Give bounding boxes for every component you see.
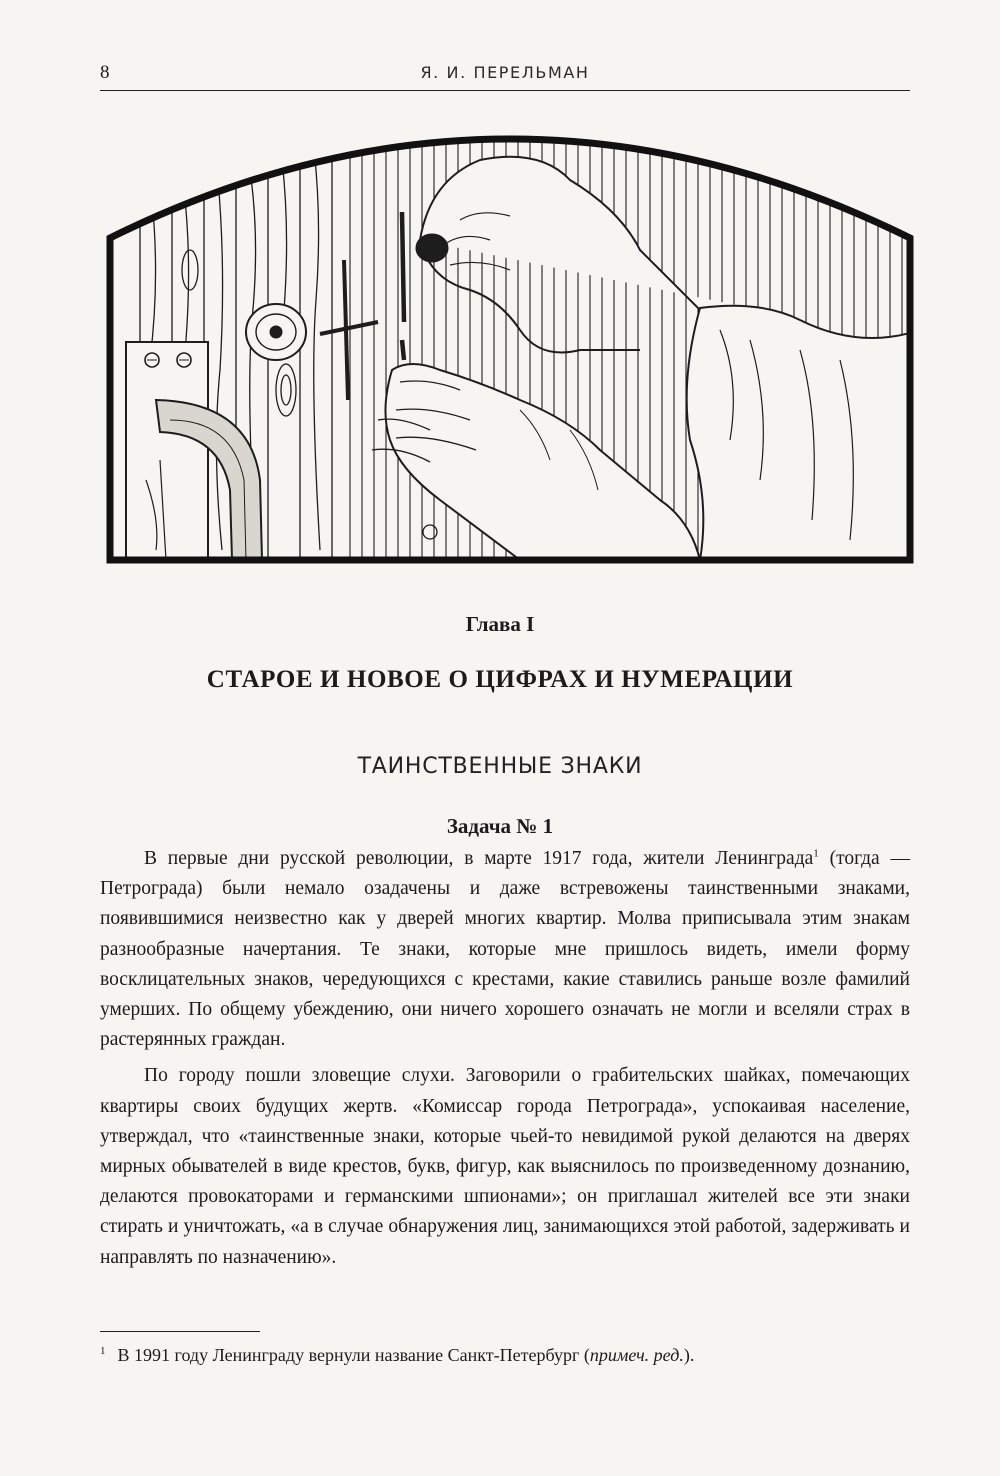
footnote-marker: 1 (100, 1345, 106, 1357)
footnote (100, 1342, 910, 1368)
footnote-reference: 1 (813, 847, 819, 860)
running-title: Я. И. ПЕРЕЛЬМАН (420, 63, 590, 82)
paragraph: По городу пошли зловещие слухи. Заговорили о грабительских шайках, помечающих квартиры своих будущих жертв. «Комиссар города Петрограда», успокаивая население, утверждал, что «таинственные знаки, которые чьей-то невидимой рукой делаются на дверях мирных обывателей в виде крестов, букв, фигур, как выяснилось по произведенному дознанию, делаются провокаторами и германскими шпионами»; он приглашал жителей все эти знаки стирать и уничтожать, «а в случае обнаружения лиц, занимающихся этой работой, задерживать и направлять по назначению». (100, 1065, 910, 1268)
section-title: ТАИНСТВЕННЫЕ ЗНАКИ (357, 754, 643, 779)
chapter-label: Глава I (465, 612, 535, 636)
footnote-close: ). (683, 1345, 695, 1365)
page-number: 8 (100, 62, 110, 83)
paragraph-text: (тогда — Петрограда) были немало озадачены и даже встревожены таинственными знаками, появившимися неизвестно как у дверей многих квартир. Молва приписывала этим знакам разнообразные начертания. Те знаки, которые мне пришлось видеть, имели форму восклицательных знаков, чередующихся с крестами, какие ставились раньше возле фамилий умерших. По общему убеждению, они ничего хорошего означать не могли и вселяли страх в растерянных граждан. (100, 848, 910, 1051)
paragraph (100, 844, 910, 1055)
running-head (100, 58, 910, 90)
header-rule (100, 90, 910, 91)
footnote-rule (100, 1331, 260, 1332)
door-hands-illustration-icon (100, 120, 920, 570)
paragraph-text: В первые дни русской революции, в марте 1917 года, жители Ленинграда (144, 848, 814, 869)
body-text (100, 844, 910, 1279)
footnote-editor-note: примеч. ред. (589, 1345, 684, 1365)
problem-title: Задача № 1 (446, 814, 554, 838)
chapter-title: СТАРОЕ И НОВОЕ О ЦИФРАХ И НУМЕРАЦИИ (206, 666, 794, 693)
footnote-text: В 1991 году Ленинграду вернули название Санкт-Петербург ( (117, 1345, 590, 1365)
